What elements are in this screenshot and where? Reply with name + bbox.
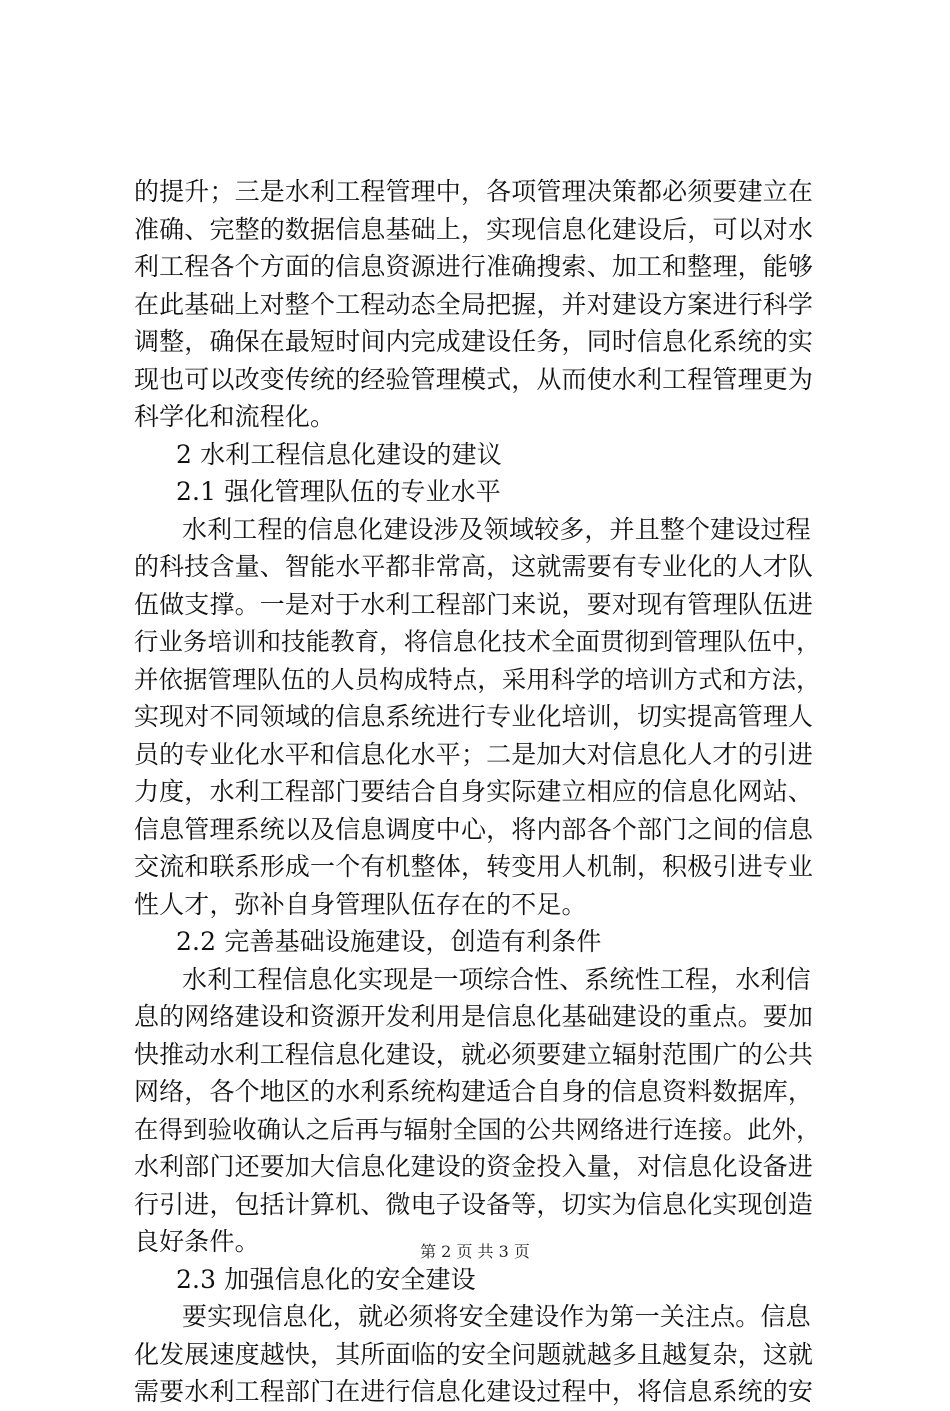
text-line: 性人才，弥补自身管理队伍存在的不足。 [134, 889, 587, 919]
text-line: 要实现信息化，就必须将安全建设作为第一关注点。信息 [182, 1302, 811, 1331]
text-line: 化发展速度越快，其所面临的安全问题就越多且越复杂，这就 [134, 1339, 814, 1369]
text-line: 实现对不同领域的信息系统进行专业化培训，切实提高管理人 [134, 702, 814, 731]
text-line: 伍做支撑。一是对于水利工程部门来说，要对现有管理队伍进 [134, 589, 814, 619]
text-line: 息的网络建设和资源开发利用是信息化基础建设的重点。要加 [134, 1002, 814, 1031]
page-footer: 第 2 页 共 3 页 [420, 1242, 530, 1261]
text-line: 2 水利工程信息化建设的建议 [176, 439, 502, 469]
text-line: 水利工程的信息化建设涉及领域较多，并且整个建设过程 [182, 514, 811, 544]
body-text [134, 173, 824, 1411]
text-line: 利工程各个方面的信息资源进行准确搜索、加工和整理，能够 [134, 252, 814, 281]
text-line: 水利部门还要加大信息化建设的资金投入量，对信息化设备进 [134, 1152, 814, 1181]
text-line: 的提升；三是水利工程管理中，各项管理决策都必须要建立在 [134, 177, 814, 206]
text-line: 行业务培训和技能教育，将信息化技术全面贯彻到管理队伍中， [134, 627, 821, 656]
text-line: 需要水利工程部门在进行信息化建设过程中，将信息系统的安 [134, 1377, 814, 1406]
text-line: 并依据管理队伍的人员构成特点，采用科学的培训方式和方法， [134, 664, 821, 694]
text-line: 调整，确保在最短时间内完成建设任务，同时信息化系统的实 [134, 327, 814, 356]
text-line: 2.1 强化管理队伍的专业水平 [176, 477, 501, 506]
text-line: 2.3 加强信息化的安全建设 [176, 1264, 476, 1294]
text-line: 网络，各个地区的水利系统构建适合自身的信息资料数据库， [134, 1077, 814, 1106]
text-line: 行引进，包括计算机、微电子设备等，切实为信息化实现创造 [134, 1189, 814, 1219]
text-line: 快推动水利工程信息化建设，就必须要建立辐射范围广的公共 [134, 1039, 814, 1069]
text-line: 交流和联系形成一个有机整体，转变用人机制，积极引进专业 [134, 852, 814, 881]
text-line: 在得到验收确认之后再与辐射全国的公共网络进行连接。此外， [134, 1114, 821, 1144]
text-line: 准确、完整的数据信息基础上，实现信息化建设后，可以对水 [134, 214, 814, 244]
text-line: 2.2 完善基础设施建设，创造有利条件 [176, 927, 602, 956]
text-line: 现也可以改变传统的经验管理模式，从而使水利工程管理更为 [134, 364, 814, 394]
text-line: 良好条件。 [134, 1227, 260, 1256]
text-line: 在此基础上对整个工程动态全局把握，并对建设方案进行科学 [134, 289, 814, 319]
text-line: 水利工程信息化实现是一项综合性、系统性工程，水利信 [182, 964, 811, 994]
text-line: 员的专业化水平和信息化水平；二是加大对信息化人才的引进 [134, 739, 814, 769]
text-line: 科学化和流程化。 [134, 402, 336, 431]
text-line: 的科技含量、智能水平都非常高，这就需要有专业化的人才队 [134, 552, 814, 581]
text-line: 力度，水利工程部门要结合自身实际建立相应的信息化网站、 [134, 777, 814, 806]
text-line: 信息管理系统以及信息调度中心，将内部各个部门之间的信息 [134, 814, 814, 844]
